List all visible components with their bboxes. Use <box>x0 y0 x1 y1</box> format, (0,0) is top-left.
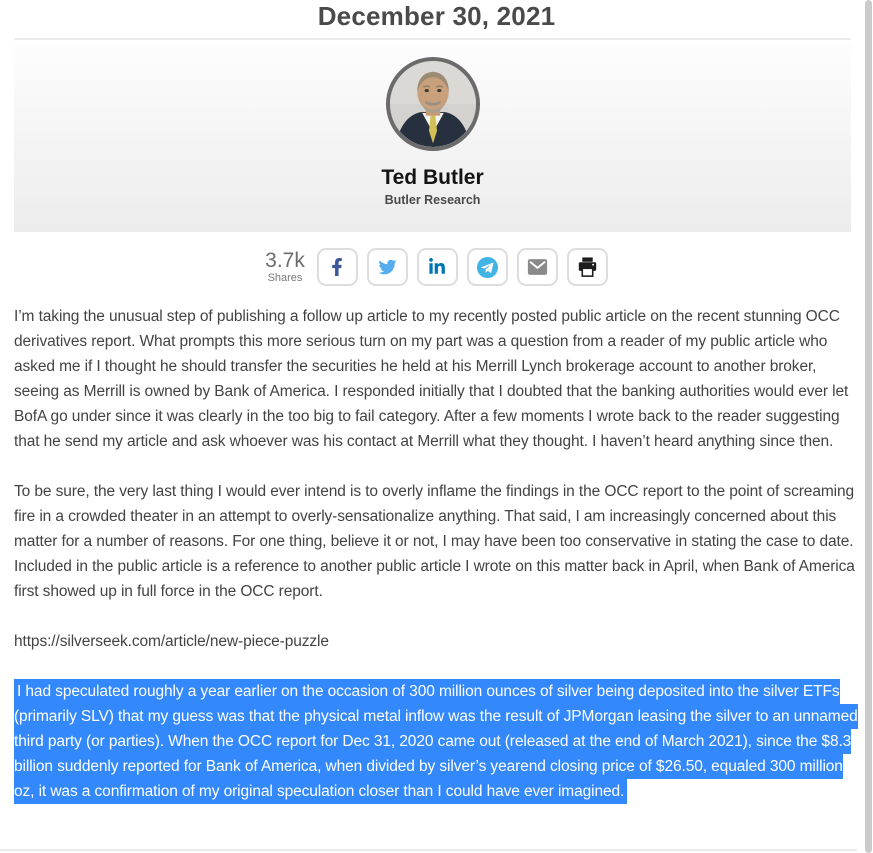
top-divider <box>14 38 851 40</box>
twitter-icon <box>377 258 398 276</box>
share-twitter-button[interactable] <box>367 248 408 286</box>
share-count-label: Shares <box>267 272 303 284</box>
share-linkedin-button[interactable] <box>417 248 458 286</box>
telegram-icon <box>476 256 499 279</box>
print-icon <box>577 257 598 277</box>
bottom-divider <box>0 849 857 851</box>
article-body <box>14 304 860 804</box>
avatar <box>386 57 480 151</box>
share-count-value: 3.7k <box>265 249 305 272</box>
facebook-icon <box>328 258 346 276</box>
avatar-portrait-icon <box>390 61 476 147</box>
email-icon <box>527 258 548 276</box>
article-link[interactable]: https://silverseek.com/article/new-piece-puzzle <box>14 633 329 650</box>
linkedin-icon <box>428 258 446 276</box>
share-email-button[interactable] <box>517 248 558 286</box>
article-paragraph-highlighted <box>14 679 860 804</box>
share-count <box>265 250 305 284</box>
author-organization: Butler Research <box>384 193 481 207</box>
page-title-date: December 30, 2021 <box>317 1 556 31</box>
selected-text[interactable]: I had speculated roughly a year earlier on the occasion of 300 million ounces of silver being deposited into the silver ETFs (primarily SLV) that my guess was that the physical metal inflow was the result of JPMorgan leasing the silver to an unnamed third party (or parties). When the OCC report for Dec 31, 2020 came out (released at the end of March 2021), since the $8.3 billion suddenly reported for Bank of America, when divided by silver’s yearend closing price of $26.50, equaled 300 million oz, it was a confirmation of my original speculation closer than I could have ever imagined. <box>14 679 858 804</box>
article-link-line <box>14 629 860 654</box>
share-facebook-button[interactable] <box>317 248 358 286</box>
share-print-button[interactable] <box>567 248 608 286</box>
author-name: Ted Butler <box>381 166 484 189</box>
share-telegram-button[interactable] <box>467 248 508 286</box>
author-box <box>14 44 851 232</box>
article-paragraph-2: To be sure, the very last thing I would ever intend is to overly inflame the findings in the OCC report to the point of screaming fire in a crowded theater in an attempt to overly-sensationalize anything. That said, I am increasingly concerned about this matter for a number of reasons. For one thing, believe it or not, I may have been too conservative in stating the case to date. Included in the public article is a reference to another public article I wrote on this matter back in April, when Bank of America first showed up in full force in the OCC report. <box>14 483 855 600</box>
article-paragraph-1: I’m taking the unusual step of publishing a follow up article to my recently posted public article on the recent stunning OCC derivatives report. What prompts this more serious turn on my part was a question from a reader of my public article who asked me if I thought he should transfer the securities he held at his Merrill Lynch brokerage account to another broker, seeing as Merrill is owned by Bank of America. I responded initially that I doubted that the banking authorities would ever let BofA go under since it was clearly in the too big to fail category. After a few moments I wrote back to the reader suggesting that he send my article and ask whoever was his contact at Merrill what they thought. I haven’t heard anything since then. <box>14 308 849 450</box>
vertical-scrollbar[interactable] <box>865 0 872 853</box>
share-row <box>0 247 873 287</box>
